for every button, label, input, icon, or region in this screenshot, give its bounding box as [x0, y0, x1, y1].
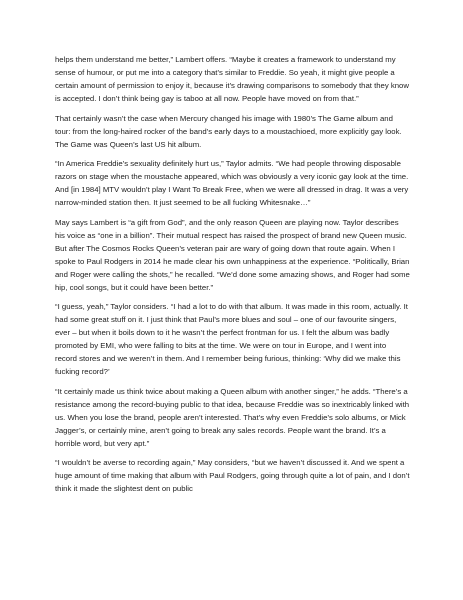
paragraph-2: That certainly wasn’t the case when Mercury changed his image with 1980’s The Game album and tour: from the long-haired rocker of the band’s early days to a moustachioed, more explicitly gay look. The Game was Queen’s last US hit album. — [55, 113, 402, 149]
article-body — [55, 53, 410, 502]
paragraph-3: “In America Freddie’s sexuality definitely hurt us,” Taylor admits. “We had people throwing disposable razors on stage when the moustache appeared, which was obviously a very iconic gay look at the time. And [in 1984] MTV wouldn’t play I Want To Break Free, when we were all dressed in drag. It was a very narrow-minded station then. It just seemed to be all fucking Whitesnake…” — [55, 159, 409, 207]
paragraph-5: “I guess, yeah,” Taylor considers. “I had a lot to do with that album. It was made in this room, actually. It had some great stuff on it. I just think that Paul’s more blues and soul – one of our favourite singers, ever – but when it boils down to it he wasn’t the perfect frontman for us. I felt the album was badly promoted by EMI, who were falling to bits at the time. We were on tour in Europe, and I went into record stores and we weren’t in them. And I remember being furious, thinking: ‘Why did we make this fucking record?’ — [55, 302, 408, 376]
paragraph-7: “I wouldn’t be averse to recording again,” May considers, “but we haven’t discussed it. And we spent a huge amount of time making that album with Paul Rodgers, going through quite a lot of pain, and I don’t think it made the slightest dent on public — [55, 458, 410, 493]
paragraph-1: helps them understand me better,” Lambert offers. “Maybe it creates a framework to understand my sense of humour, or put me into a category that’s similar to Freddie. So yeah, it might give people a certain amount of permission to enjoy it, because it’s drawing comparisons to somebody that they know is accepted. I don’t think being gay is taboo at all now. People have moved on from that.” — [55, 55, 409, 103]
paragraph-6: “It certainly made us think twice about making a Queen album with another singer,” he adds. “There’s a resistance among the record-buying public to that idea, because Freddie was so inextricably linked with us. When you lose the brand, people aren’t interested. That’s why even Freddie’s solo albums, or Mick Jagger’s, or certainly mine, aren’t going to break any sales records. People want the brand. It’s a horrible word, but very apt.” — [55, 386, 410, 448]
paragraph-4: May says Lambert is “a gift from God”, and the only reason Queen are playing now. Taylor describes his voice as “one in a billion”. Their mutual respect has raised the prospect of brand new Queen music. But after The Cosmos Rocks Queen’s veteran pair are wary of going down that route again. When I spoke to Paul Rodgers in 2014 he made clear his own unhappiness at the experience. “Politically, Brian and Roger were calling the shots,” he recalled. “We’d done some amazing shows, and Roger had some hip, cool songs, but it could have been better.” — [55, 217, 410, 292]
